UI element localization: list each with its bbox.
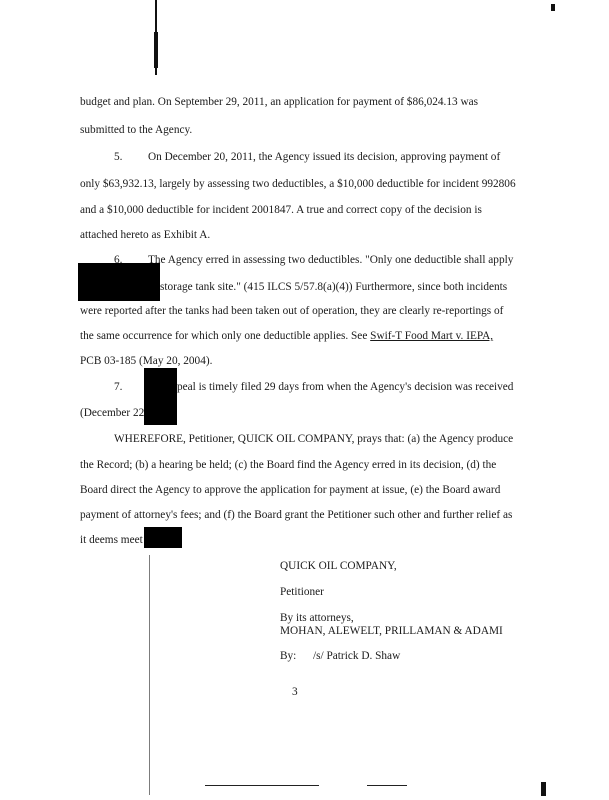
signature-firm: MOHAN, ALEWELT, PRILLAMAN & ADAMI	[280, 625, 503, 637]
scan-artifact-top-block	[154, 32, 158, 68]
footer-rule-left	[205, 785, 319, 786]
body-line-16: Board direct the Agency to approve the application for payment at issue, (e) the Board award	[80, 484, 501, 496]
signature-company: QUICK OIL COMPANY,	[280, 560, 397, 572]
body-line-18: it deems meet	[80, 534, 143, 546]
body-line-2: submitted to the Agency.	[80, 124, 193, 136]
paragraph-7-number: 7.	[114, 381, 123, 393]
page-number: 3	[292, 686, 298, 698]
body-line-10	[80, 330, 493, 343]
body-line-3: On December 20, 2011, the Agency issued its decision, approving payment of	[148, 151, 501, 163]
signature-by-label: By:	[280, 650, 297, 662]
body-line-17: payment of attorney's fees; and (f) the Board grant the Petitioner such other and further relief as	[80, 509, 513, 521]
signature-by-attorneys: By its attorneys,	[280, 612, 354, 624]
body-line-9: were reported after the tanks had been taken out of operation, they are clearly re-reportings of	[80, 305, 504, 317]
redaction-block-3	[144, 527, 182, 548]
redaction-block-2	[144, 368, 177, 425]
scan-artifact-top-right-mark	[551, 4, 555, 11]
scan-artifact-lower-bar	[149, 555, 150, 795]
body-line-14: WHEREFORE, Petitioner, QUICK OIL COMPANY, prays that: (a) the Agency produce	[114, 433, 514, 445]
body-line-5: and a $10,000 deductible for incident 2001847. A true and correct copy of the decision is	[80, 204, 482, 216]
body-line-10-text: the same occurrence for which only one deductible applies. See	[80, 330, 368, 342]
body-line-7: The Agency erred in assessing two deductibles. "Only one deductible shall apply	[148, 254, 514, 266]
body-line-1: budget and plan. On September 29, 2011, an application for payment of $86,024.13 was	[80, 96, 479, 108]
body-line-13: (December 22	[80, 407, 145, 419]
body-line-15: the Record; (b) a hearing be held; (c) the Board find the Agency erred in its decision, (d) the	[80, 459, 497, 471]
body-line-6: attached hereto as Exhibit A.	[80, 229, 211, 241]
scan-artifact-bottom-right-mark	[541, 782, 546, 796]
body-line-8: storage tank site." (415 ILCS 5/57.8(a)(4)) Furthermore, since both incidents	[160, 281, 508, 293]
body-line-11: PCB 03-185 (May 20, 2004).	[80, 355, 213, 367]
paragraph-6-number: 6.	[114, 254, 123, 266]
paragraph-5-number: 5.	[114, 151, 123, 163]
redaction-block-1	[78, 263, 160, 301]
signature-signer: /s/ Patrick D. Shaw	[313, 650, 401, 662]
signature-role: Petitioner	[280, 586, 324, 598]
body-line-12: peal is timely filed 29 days from when the Agency's decision was received	[177, 381, 514, 393]
body-line-4: only $63,932.13, largely by assessing two deductibles, a $10,000 deductible for incident 992806	[80, 178, 516, 190]
footer-rule-right	[367, 785, 407, 786]
case-citation: Swif-T Food Mart v. IEPA,	[370, 330, 494, 342]
